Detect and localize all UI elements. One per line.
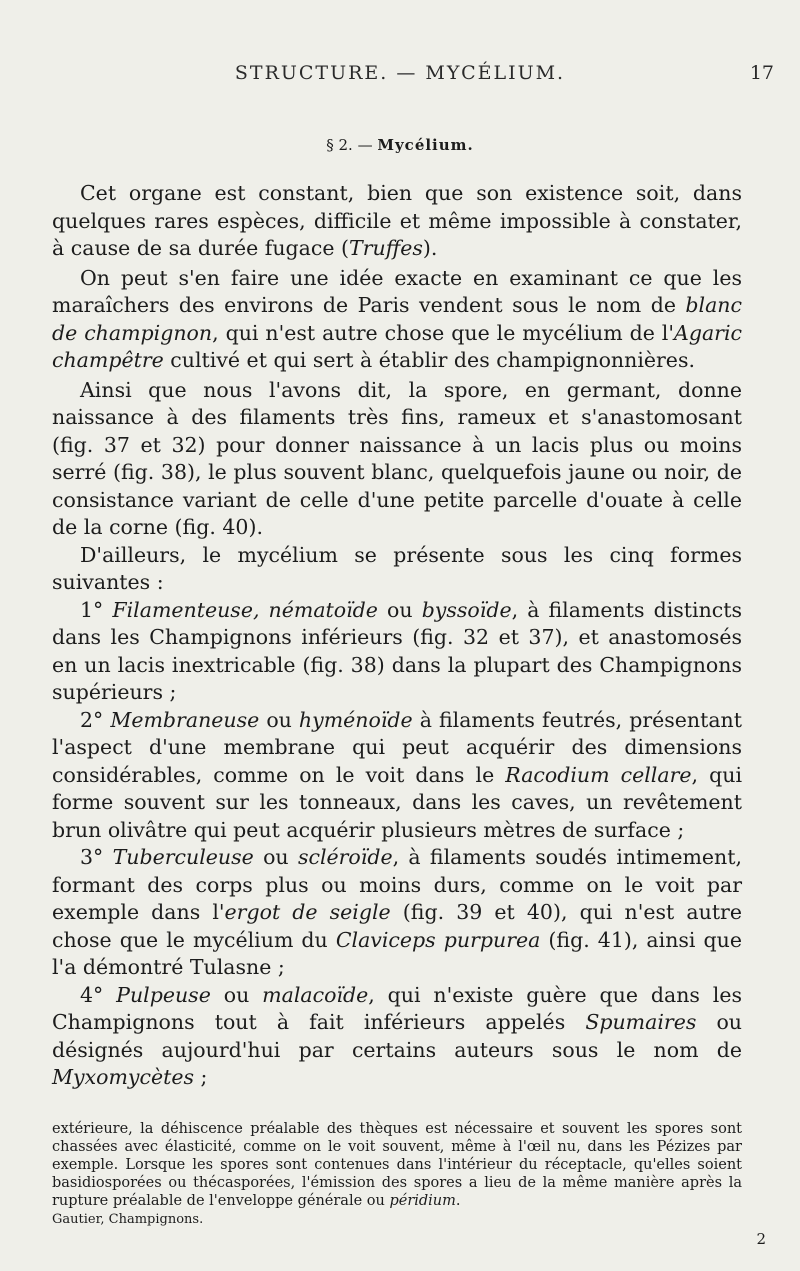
paragraph-forms-intro: D'ailleurs, le mycélium se présente sous les cinq formes suivantes : (52, 542, 742, 594)
text-run: , qui forme souvent sur les tonneaux, dans les caves, un revêtement brun olivâtre qui peut acquérir plusieurs mètres de surface ; (52, 762, 743, 842)
text-run: ou (259, 707, 299, 732)
text-run: à filaments feutrés, présentant l'aspect d'une membrane qui peut acquérir des dimensions considérables, comme on le voit dans le (52, 707, 743, 787)
paragraph-intro (52, 180, 742, 263)
footnote-text: . (455, 1193, 461, 1209)
form-item-2 (52, 707, 742, 845)
italic-term: Membraneuse (110, 707, 260, 732)
text-run: ou (377, 597, 422, 622)
text-run: 2° (80, 707, 111, 732)
italic-term: ergot de seigle (224, 900, 391, 924)
text-run: cultivé et qui sert à établir des champignonnières. (163, 348, 695, 372)
text-run: ). (422, 236, 438, 260)
italic-term: Racodium cellare (505, 762, 692, 787)
body-text (52, 180, 742, 1092)
footnote-credit: Gautier, Champignons. (52, 1212, 204, 1227)
form-item-3 (52, 844, 742, 982)
form-item-1 (52, 597, 742, 707)
italic-term: Filamenteuse, nématoïde (112, 597, 378, 622)
page-number: 17 (749, 62, 774, 84)
text-run: ; (194, 1065, 208, 1089)
italic-term: Spumaires (585, 1010, 697, 1034)
paragraph-blanc (52, 265, 742, 375)
text-run: , à filaments distincts dans les Champignons inférieurs (fig. 32 et 37), et anastomosés en un lacis inextricable (fig. 38) dans la plupart des Champignons supérieurs ; (52, 597, 743, 704)
section-title: Mycélium. (377, 136, 474, 154)
footnote-text: extérieure, la déhiscence préalable des thèques est nécessaire et souvent les spores sont chassées avec élasticité, comme on le voit souvent, même à l'œil nu, dans les Pézizes par exemple. Lorsque les spores sont contenues dans l'intérieur du réceptacle, qu'elles soient basidiosporées ou thécasporées, l'émission des spores a lieu de la même manière après la rupture préalable de l'enveloppe générale ou (52, 1121, 742, 1209)
running-head: STRUCTURE. — MYCÉLIUM. (234, 62, 566, 84)
text-run: 4° (80, 982, 117, 1007)
italic-term: Agaric champêtre (52, 320, 743, 372)
text-run: 1° (80, 597, 113, 622)
text-run: ou (253, 845, 298, 869)
footnote (52, 1120, 742, 1229)
text-run: ou désignés aujourd'hui par certains auteurs sous le nom de (52, 1010, 742, 1062)
text-run: ou (210, 982, 263, 1007)
section-heading (0, 136, 800, 154)
section-number: § 2. — (326, 136, 373, 154)
italic-term: Myxomycètes (52, 1065, 194, 1089)
italic-term: Pulpeuse (116, 982, 211, 1007)
text-run: , qui n'existe guère que dans les Champignons tout à fait inférieurs appelés (52, 982, 742, 1034)
italic-term: Truffes (349, 236, 423, 260)
italic-term: scléroïde (297, 845, 393, 869)
signature-mark: 2 (756, 1230, 766, 1248)
italic-term: blanc de champignon (52, 293, 742, 345)
italic-term: péridium (389, 1193, 456, 1209)
text-run: (fig. 39 et 40), qui n'est autre chose que le mycélium du (52, 900, 742, 952)
text-run: 3° (80, 845, 113, 869)
form-item-4 (52, 982, 742, 1092)
text-run: , qui n'est autre chose que le mycélium de l' (212, 320, 675, 345)
italic-term: Claviceps purpurea (335, 927, 541, 952)
text-run: Cet organe est constant, bien que son existence soit, dans quelques rares espèces, difficile et même impossible à constater, à cause de sa durée fugace ( (52, 181, 742, 260)
text-run: (fig. 41), ainsi que l'a démontré Tulasne ; (52, 927, 743, 979)
italic-term: hyménoïde (298, 707, 413, 732)
text-run: , à filaments soudés intimement, formant des corps plus ou moins durs, comme on le voit par exemple dans l' (52, 845, 743, 924)
italic-term: malacoïde (262, 982, 369, 1007)
italic-term: Tuberculeuse (112, 845, 254, 869)
paragraph-spore: Ainsi que nous l'avons dit, la spore, en germant, donne naissance à des filaments très fins, rameux et s'anastomosant (fig. 37 et 32) pour donner naissance à un lacis plus ou moins serré (fig. 38), le plus souvent blanc, quelquefois jaune ou noir, de consistance variant de celle d'une petite parcelle d'ouate à celle de la corne (fig. 40). (52, 377, 742, 539)
text-run: On peut s'en faire une idée exacte en examinant ce que les maraîchers des environs de Paris vendent sous le nom de (52, 265, 742, 317)
italic-term: byssoïde (421, 597, 512, 622)
